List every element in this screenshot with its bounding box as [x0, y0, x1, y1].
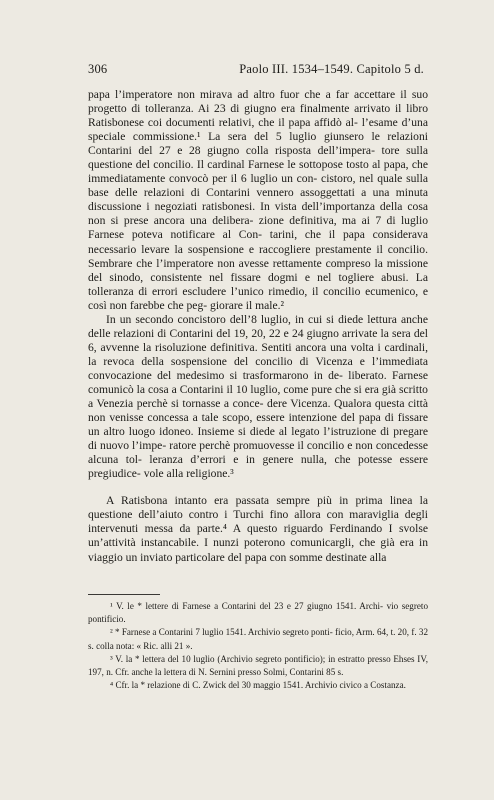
text-line: tosto al papa, che immediatamente convocò per il 6 luglio un con- [88, 158, 428, 186]
text-line: a Costanza. [363, 680, 406, 691]
text-line: dere Vicenza. Qualora questa città non venisse concessa a tale [88, 397, 428, 425]
text-line: in viaggio un inviato particolare del papa con somme destinate alla [88, 536, 428, 564]
text-line: vole alla religione.³ [143, 467, 234, 481]
text-line: liberato. Farnese comunicò la cosa a Contarini il 10 luglio, come [88, 368, 428, 396]
paragraph-1 [88, 88, 428, 313]
text-line: ficio, Arm. 64, t. 20, f. 32 s. colla nota: « Ric. alli 21 ». [88, 627, 428, 651]
text-line: avesse rettamente compreso la missione del sinodo, consistente nel [88, 256, 428, 284]
text-line: ³ V. la * lettera del 10 luglio (Archivio segreto pontificio); in [110, 653, 336, 664]
text-line: tarini, che il papa considerava necessario levare la sospensione e [88, 228, 428, 256]
text-line: assoggettati a una minuta discussione i negoziati ratisbonesi. In [88, 186, 428, 214]
text-line: le relazioni Contarini del 27 e 28 giugno colla risposta dell’impera- [88, 130, 428, 158]
text-line: papa l’imperatore non mirava ad altro fuor che a far accettare il [88, 88, 407, 101]
text-line: suo progetto di tolleranza. Ai 23 di giugno era finalmente arrivato [88, 88, 429, 116]
footnote-2 [88, 626, 428, 652]
text-line: ⁴ Cfr. la * relazione di C. Zwick del 30 maggio 1541. Archivio civico [110, 680, 362, 691]
footnotes [88, 600, 428, 692]
text-line: cistoro, nel quale sulla base delle relazioni di Contarini vennero [88, 172, 428, 200]
text-line: e l’immediata convocazione del medesimo si trasformarono in de- [88, 354, 428, 382]
text-line: ¹ V. le * lettere di Farnese a Contarini del 23 e 27 giugno 1541. Archi- [110, 601, 384, 611]
text-line: ratore perchè promuovesse il concilio e non concedesse alcuna tol- [88, 439, 428, 467]
text-line: estratto presso Ehses IV, 197, n. Cfr. anche la lettera di N. Sernini presso [88, 653, 428, 678]
text-line: tore sulla questione del concilio. Il cardinal Farnese le sottopose [88, 144, 429, 172]
text-line: il libro Ratisbonese coi documenti relativi, che il papa affidò al- [88, 102, 428, 130]
paragraph-2 [88, 313, 428, 482]
page-number: 306 [88, 62, 108, 76]
paragraph-3 [88, 494, 428, 564]
text-line: Insieme si diede al legato l’istruzione di pregare di nuovo l’impe- [88, 425, 428, 453]
running-title: Paolo III. 1534–1549. Capitolo 5 d. [239, 62, 424, 76]
text-line: A Ratisbona intanto era passata sempre più in prima linea la [106, 494, 428, 508]
text-line: ² * Farnese a Contarini 7 luglio 1541. Archivio segreto ponti- [110, 627, 333, 638]
text-line: questione dell’aiuto contro i Turchi fino allora con maraviglia degli [88, 508, 428, 522]
main-text [88, 88, 428, 565]
text-line: giorare il male.² [210, 298, 284, 312]
text-line: vio segreto pontificio. [88, 601, 428, 625]
text-line: la sera del 6, avvenne la risoluzione definitiva. Sentiti ancora una [88, 326, 428, 354]
footnote-3 [88, 653, 428, 679]
text-line: In un secondo concistoro dell’8 luglio, in cui si diede lettura [106, 312, 397, 326]
text-line: zione definitiva, ma ai 7 di luglio Farnese poteva notificare al Con- [88, 214, 428, 242]
text-line: l’unico rimedio, il concilio ecumenico, e così non farebbe che peg- [88, 284, 428, 312]
text-line: pure che si era già scritto a Venezia perchè si tornasse a conce- [88, 382, 428, 411]
text-line: anche delle relazioni di Contarini del 19, 20, 22 e 24 giugno arrivate [88, 312, 428, 340]
text-line: l’esame d’una speciale commissione.¹ La sera del 5 luglio giunsero [88, 116, 428, 144]
footnote-rule [88, 594, 160, 595]
text-line: Solmi, Contarini 85 s. [263, 667, 344, 678]
footnote-1 [88, 600, 428, 626]
text-line: intervenuti messa da parte.⁴ A questo riguardo Ferdinando I svolse [88, 522, 428, 536]
text-line: volta i cardinali, la revoca della sospensione del concilio di Vicenza [88, 340, 429, 368]
text-line: vista dell’importanza della cosa non si prese ancora una delibera- [88, 200, 428, 228]
text-line: fissare dogmi e nel togliere abusi. La tolleranza di errori escludere [88, 270, 428, 298]
text-line: raccogliere prestamente il concilio. Sembrare che l’imperatore non [88, 242, 428, 270]
text-line: scopo, essere intenzione del papa di fissare un altro luogo idoneo. [88, 411, 428, 439]
text-line: leranza d’errori e in genere nulla, che potesse essere pregiudice- [88, 453, 428, 481]
text-line: un’attività instancabile. I nunzi poterono comunicargli, che già era [88, 536, 414, 550]
footnote-4 [88, 679, 428, 692]
